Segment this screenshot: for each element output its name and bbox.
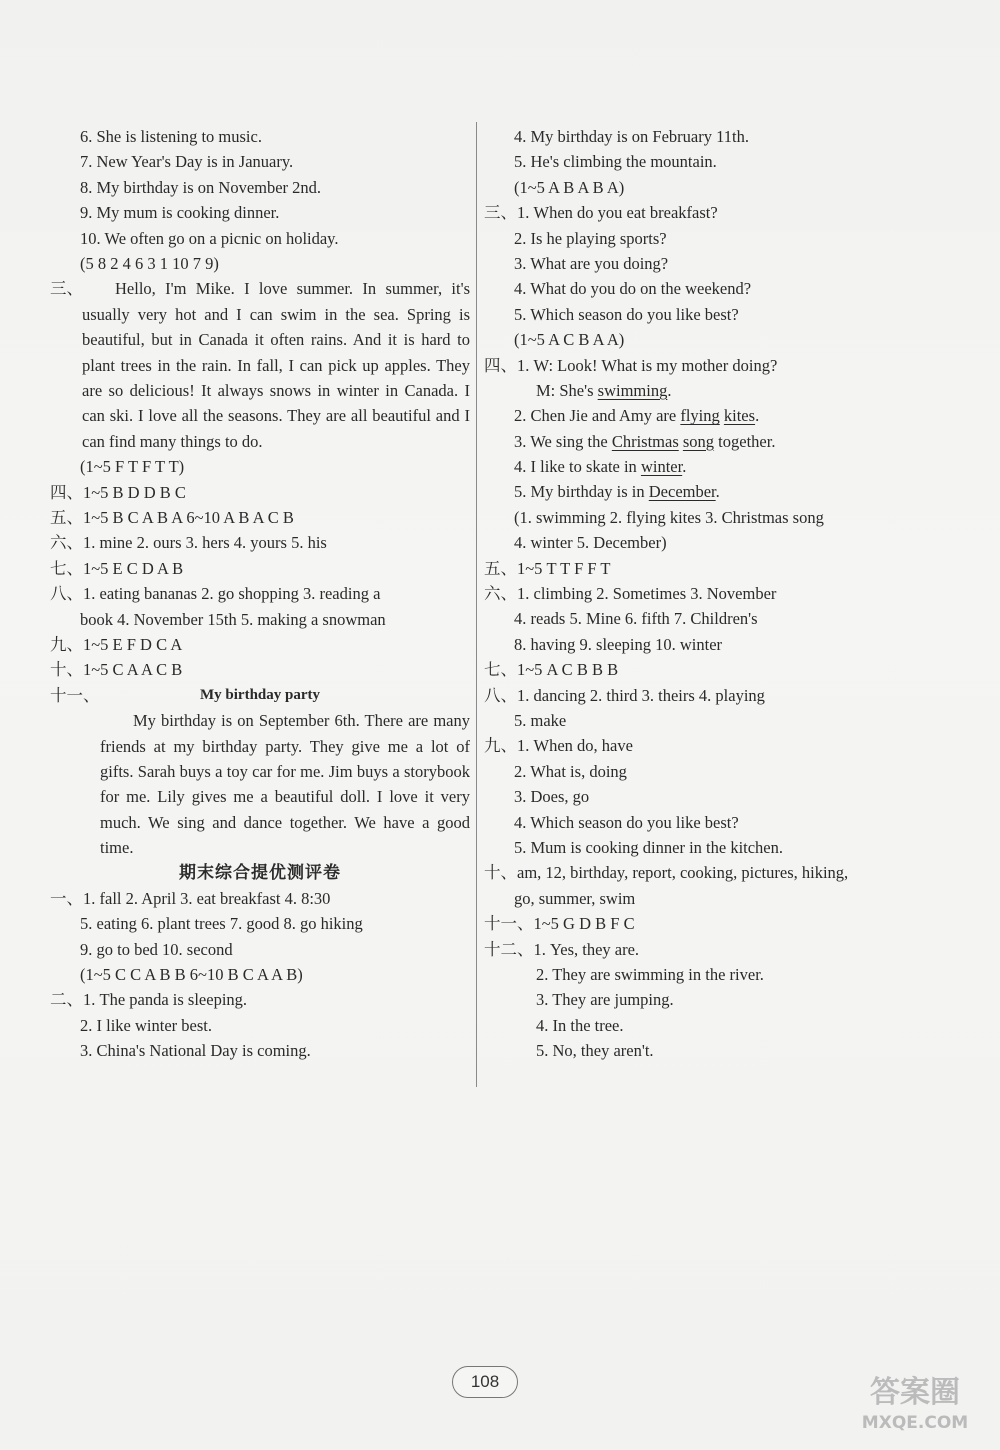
page-number: 108 <box>452 1366 518 1398</box>
text: M: She's <box>536 380 598 400</box>
answer-line: 4. Which season do you like best? <box>514 812 739 832</box>
answer-line: 2. They are swimming in the river. <box>536 964 764 984</box>
underlined-text: December <box>648 482 716 502</box>
answer-line: 9. go to bed 10. second <box>80 939 233 959</box>
answer-line: 十二、1. Yes, they are. <box>484 939 640 959</box>
answer-line: 3. What are you doing? <box>514 253 669 273</box>
essay-title: My birthday party <box>200 686 320 703</box>
answer-line: (1~5 F T F T T) <box>80 457 185 477</box>
underlined-text: flying <box>680 406 720 426</box>
answer-line: 3. They are jumping. <box>536 990 674 1010</box>
answer-line: 4. winter 5. December) <box>514 533 667 553</box>
section-shiyi-header <box>50 683 470 708</box>
answer-line: 四、1. W: Look! What is my mother doing? <box>484 355 778 375</box>
answer-line: 六、1. mine 2. ours 3. hers 4. yours 5. his <box>50 533 327 553</box>
underlined-text: kites <box>723 406 756 426</box>
answer-line: (1~5 A C B A A) <box>514 330 625 350</box>
answer-line: 九、1. When do, have <box>484 736 633 756</box>
answer-line: go, summer, swim <box>514 888 636 908</box>
answer-line: 4. In the tree. <box>536 1015 624 1035</box>
underlined-text: swimming <box>597 380 668 400</box>
answer-line <box>484 454 924 479</box>
text: . <box>755 406 760 426</box>
answer-line: 2. I like winter best. <box>80 1015 212 1035</box>
answer-line: 3. China's National Day is coming. <box>80 1041 311 1061</box>
answer-line: 5. Which season do you like best? <box>514 304 739 324</box>
answer-line: 2. What is, doing <box>514 761 627 781</box>
answer-line: (5 8 2 4 6 3 1 10 7 9) <box>80 253 219 273</box>
essay-body: My birthday is on September 6th. There are many friends at my birthday party. They give me a lot of gifts. Sarah buys a toy car for me. Jim buys a storybook for me. Lily gives me a beautiful doll. I love it very much. We sing and dance together. We have a good time. <box>100 711 470 858</box>
answer-line: 一、1. fall 2. April 3. eat breakfast 4. 8:30 <box>50 888 331 908</box>
answer-line: 5. make <box>514 710 567 730</box>
answer-line: 7. New Year's Day is in January. <box>80 152 294 172</box>
text: together. <box>714 431 776 451</box>
answer-line: 5. Mum is cooking dinner in the kitchen. <box>514 837 784 857</box>
answer-line: 十一、1~5 G D B F C <box>484 914 635 934</box>
text: . <box>682 457 687 477</box>
watermark-logo <box>850 1368 980 1438</box>
answer-line: book 4. November 15th 5. making a snowman <box>80 609 386 629</box>
section-san-header <box>50 276 470 454</box>
answer-line: (1~5 A B A B A) <box>514 177 625 197</box>
answer-line: 4. reads 5. Mine 6. fifth 7. Children's <box>514 609 758 629</box>
answer-line: 十、am, 12, birthday, report, cooking, pictures, hiking, <box>484 863 849 883</box>
answer-line: 八、1. eating bananas 2. go shopping 3. reading a <box>50 584 381 604</box>
answer-line: (1~5 C C A B B 6~10 B C A A B) <box>80 965 303 985</box>
answer-line <box>484 429 924 454</box>
answer-line: 6. She is listening to music. <box>80 127 262 146</box>
answer-line: 4. My birthday is on February 11th. <box>514 127 749 146</box>
answer-line: 4. What do you do on the weekend? <box>514 279 752 299</box>
answer-line: 五、1~5 T T F F T <box>484 558 611 578</box>
text: 3. We sing the <box>514 431 612 451</box>
answer-line: 三、1. When do you eat breakfast? <box>484 203 718 223</box>
text: . <box>715 482 720 502</box>
answer-line: 七、1~5 A C B B B <box>484 660 619 680</box>
answer-line: 六、1. climbing 2. Sometimes 3. November <box>484 584 777 604</box>
answer-line: (1. swimming 2. flying kites 3. Christmas song <box>514 507 824 527</box>
answer-line <box>484 378 924 403</box>
passage-mike: Hello, I'm Mike. I love summer. In summer, it's usually very hot and I can swim in the sea. Spring is beautiful, but in Canada it often rains. And it is hard to plant trees in the rain. In fall, I can pick up apples. They are so delicious! It always snows in winter in Canada. I can ski. I love all the seasons. They are all beautiful and I can find many things to do. <box>82 279 470 451</box>
answer-line: 2. Is he playing sports? <box>514 228 667 248</box>
answer-line: 3. Does, go <box>514 787 590 807</box>
right-column <box>484 124 924 1063</box>
column-divider <box>476 122 477 1087</box>
answer-line: 五、1~5 B C A B A 6~10 A B A C B <box>50 507 294 527</box>
answer-line: 9. My mum is cooking dinner. <box>80 203 280 223</box>
text: 5. My birthday is in <box>514 482 649 502</box>
answer-line: 八、1. dancing 2. third 3. theirs 4. playing <box>484 685 765 705</box>
underlined-text: Christmas <box>611 431 679 451</box>
answer-line: 5. eating 6. plant trees 7. good 8. go hiking <box>80 914 363 934</box>
text: 2. Chen Jie and Amy are <box>514 406 681 426</box>
answer-line <box>484 479 924 504</box>
answer-line: 8. having 9. sleeping 10. winter <box>514 634 723 654</box>
section-title: 期末综合提优测评卷 <box>179 862 341 883</box>
answer-line: 七、1~5 E C D A B <box>50 558 184 578</box>
underlined-text: song <box>682 431 715 451</box>
watermark-text-cn: 答案圈 <box>870 1375 960 1410</box>
text: . <box>667 380 672 400</box>
answer-line: 5. He's climbing the mountain. <box>514 152 717 172</box>
underlined-text: winter <box>640 457 683 477</box>
text: 4. I like to skate in <box>514 457 641 477</box>
left-column <box>50 124 470 1064</box>
section-shiyi-label: 十一、 <box>50 685 100 705</box>
answer-line: 十、1~5 C A A C B <box>50 660 183 680</box>
answer-line: 二、1. The panda is sleeping. <box>50 990 248 1010</box>
answer-line: 8. My birthday is on November 2nd. <box>80 177 322 197</box>
answer-line <box>484 403 924 428</box>
section-san-label: 三、 <box>50 279 83 299</box>
answer-line: 5. No, they aren't. <box>536 1041 654 1061</box>
answer-line: 四、1~5 B D D B C <box>50 482 186 502</box>
watermark-text-url: MXQE.COM <box>861 1413 969 1433</box>
answer-line: 10. We often go on a picnic on holiday. <box>80 228 339 248</box>
answer-line: 九、1~5 E F D C A <box>50 634 183 654</box>
